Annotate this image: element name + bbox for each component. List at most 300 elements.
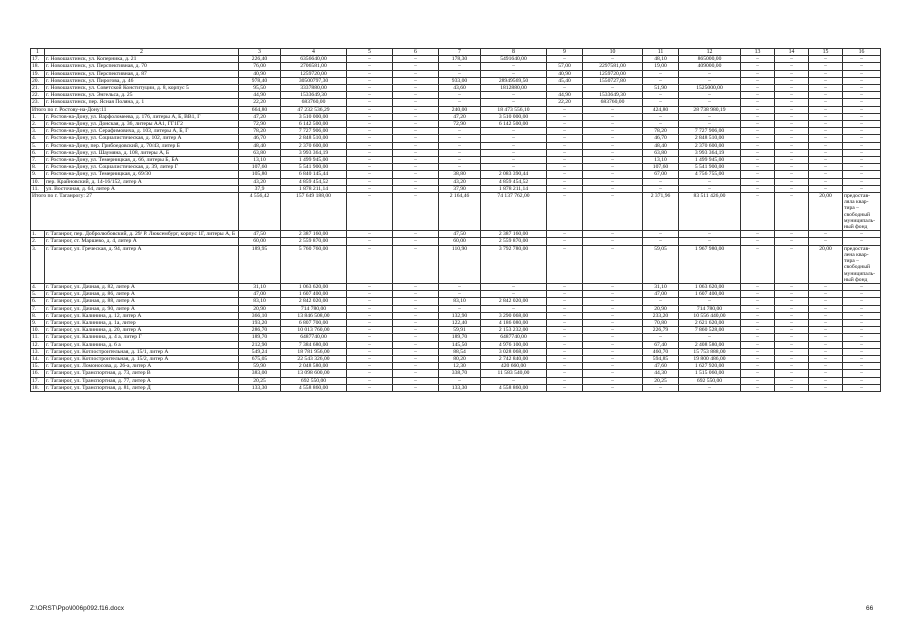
value-cell: 67,40 (643, 341, 679, 348)
value-cell: – (775, 149, 809, 156)
value-cell: – (347, 334, 393, 341)
table-row (31, 185, 881, 192)
value-cell: – (583, 291, 643, 298)
value-cell: 145,50 (439, 341, 481, 348)
row-number-cell: 23. (31, 99, 45, 106)
value-cell: – (843, 149, 881, 156)
value-cell: 4 186 080,00 (481, 319, 547, 326)
address-cell: г. Таганрог, ул. Греческая, д. 94, литер А (45, 245, 239, 283)
row-number-cell: 20. (31, 77, 45, 84)
value-cell: – (809, 231, 843, 238)
value-cell: 2297581,00 (583, 63, 643, 70)
value-cell: – (775, 363, 809, 370)
value-cell: – (583, 121, 643, 128)
value-cell: – (809, 56, 843, 63)
value-cell: предостав-ляла квар-тира – свободный муниципаль-ный фонд (843, 193, 881, 231)
value-cell: 6 142 500,00 (481, 121, 547, 128)
value-cell: – (393, 355, 439, 362)
value-cell: – (775, 305, 809, 312)
value-cell: 5 760 760,00 (281, 245, 347, 283)
value-cell: 18 473 556,10 (481, 106, 547, 113)
value-cell: – (439, 291, 481, 298)
value-cell: 189,70 (239, 334, 281, 341)
value-cell: 47,20 (239, 113, 281, 120)
address-cell: г. Таганрог, ул. Калинина, д. 4 а, литер Г (45, 334, 239, 341)
value-cell: – (481, 142, 547, 149)
value-cell: – (843, 305, 881, 312)
value-cell: – (547, 121, 583, 128)
value-cell: – (481, 149, 547, 156)
value-cell: – (547, 245, 583, 283)
value-cell: – (643, 334, 679, 341)
value-cell: – (741, 305, 775, 312)
value-cell: – (583, 231, 643, 238)
value-cell: – (741, 363, 775, 370)
value-cell: 2 621 620,00 (679, 319, 741, 326)
address-cell: г. Ростов-на-Дону, ул. Шаумяна, д. 108, литеры А, Б (45, 149, 239, 156)
value-cell: 51,90 (643, 85, 679, 92)
value-cell: – (843, 164, 881, 171)
value-cell: 4 756 755,00 (679, 171, 741, 178)
value-cell: – (809, 291, 843, 298)
value-cell: – (775, 283, 809, 290)
value-cell: – (347, 231, 393, 238)
row-number-cell: 18. (31, 384, 45, 391)
value-cell: – (843, 231, 881, 238)
value-cell: – (547, 319, 583, 326)
value-cell: – (843, 185, 881, 192)
value-cell: 383,00 (239, 370, 281, 377)
row-number-cell: 22. (31, 92, 45, 99)
value-cell: – (347, 355, 393, 362)
value-cell: – (439, 92, 481, 99)
value-cell: – (583, 319, 643, 326)
value-cell: – (775, 106, 809, 113)
column-number-cell: 2 (45, 49, 239, 56)
value-cell: 714 780,00 (281, 305, 347, 312)
value-cell: – (809, 305, 843, 312)
value-cell: – (775, 319, 809, 326)
value-cell: – (347, 92, 393, 99)
value-cell: – (775, 370, 809, 377)
value-cell: – (775, 312, 809, 319)
value-cell: – (679, 384, 741, 391)
value-cell: 4 558 860,00 (281, 384, 347, 391)
value-cell: 44,90 (547, 92, 583, 99)
value-cell: 2 559 870,00 (481, 238, 547, 245)
address-cell: г. Ростов-на-Дону, ул. Темерницкая, д. 66, литеры Б, БА (45, 157, 239, 164)
value-cell: – (843, 85, 881, 92)
value-cell: 1550727,80 (583, 77, 643, 84)
row-number-cell: 17. (31, 56, 45, 63)
address-cell: г. Таганрог, ул. Транспортная, д. 77, литер А (45, 377, 239, 384)
value-cell: 13,10 (239, 157, 281, 164)
value-cell: – (347, 171, 393, 178)
value-cell: – (547, 164, 583, 171)
value-cell: – (679, 99, 741, 106)
table-row (31, 384, 881, 391)
value-cell: 59,05 (643, 245, 679, 283)
value-cell: – (347, 370, 393, 377)
value-cell: 4 859 454,52 (281, 178, 347, 185)
value-cell: 2 842 020,00 (281, 298, 347, 305)
value-cell: – (347, 291, 393, 298)
value-cell: – (583, 384, 643, 391)
address-cell: г. Таганрог, ул. Калинина, д. 20, литер А (45, 327, 239, 334)
value-cell: – (347, 99, 393, 106)
value-cell: – (775, 245, 809, 283)
value-cell: – (843, 355, 881, 362)
value-cell: 88,54 (439, 348, 481, 355)
value-cell: – (843, 157, 881, 164)
value-cell: 19 800 486,00 (679, 355, 741, 362)
table-row (31, 291, 881, 298)
value-cell: – (741, 77, 775, 84)
value-cell: – (679, 77, 741, 84)
value-cell: – (809, 185, 843, 192)
value-cell: – (679, 178, 741, 185)
value-cell: 692 550,00 (281, 377, 347, 384)
value-cell: 2 370 600,00 (679, 142, 741, 149)
value-cell: 664,80 (239, 106, 281, 113)
value-cell: 3 028 068,00 (481, 348, 547, 355)
value-cell: – (583, 363, 643, 370)
value-cell: 4 556,42 (239, 193, 281, 231)
value-cell: – (583, 157, 643, 164)
value-cell: 1259720,00 (281, 70, 347, 77)
value-cell: – (843, 238, 881, 245)
address-cell: г. Таганрог, ул. Дачная, д. 88, литер А (45, 298, 239, 305)
value-cell: 338,70 (439, 370, 481, 377)
value-cell: 1 499 945,00 (281, 157, 347, 164)
value-cell: – (393, 363, 439, 370)
value-cell: 240,00 (439, 106, 481, 113)
value-cell: – (843, 291, 881, 298)
value-cell: – (843, 363, 881, 370)
value-cell: 30500797,30 (281, 77, 347, 84)
value-cell: – (843, 319, 881, 326)
value-cell: – (843, 370, 881, 377)
value-cell: – (843, 106, 881, 113)
value-cell: 2706581,00 (281, 63, 347, 70)
value-cell: – (547, 327, 583, 334)
value-cell: 44,30 (643, 370, 679, 377)
value-cell: – (843, 327, 881, 334)
value-cell: – (347, 348, 393, 355)
column-number-cell: 14 (775, 49, 809, 56)
value-cell: 74 137 762,00 (481, 193, 547, 231)
address-cell: г. Новошахтинск, ул. Перспективная, д. 87 (45, 70, 239, 77)
value-cell: – (679, 70, 741, 77)
value-cell: – (843, 341, 881, 348)
value-cell: 5491640,00 (481, 56, 547, 63)
row-number-cell: 11. (31, 334, 45, 341)
value-cell: – (393, 377, 439, 384)
value-cell: 20,90 (239, 305, 281, 312)
value-cell: – (809, 63, 843, 70)
value-cell: – (679, 334, 741, 341)
value-cell: – (393, 99, 439, 106)
value-cell: 107,60 (643, 164, 679, 171)
value-cell: – (583, 128, 643, 135)
value-cell: – (393, 305, 439, 312)
value-cell: – (583, 164, 643, 171)
address-cell: г. Ростов-на-Дону, ул. Серафимовича, д. 103, литеры А, Б, Г (45, 128, 239, 135)
value-cell: 20,00 (809, 193, 843, 231)
address-cell: г. Таганрог, ул. Котлостроительная, д. 15/2, литер А (45, 355, 239, 362)
value-cell: – (347, 77, 393, 84)
value-cell: 7 384 680,00 (281, 341, 347, 348)
value-cell: – (547, 377, 583, 384)
value-cell: – (679, 121, 741, 128)
subtotal-row (31, 106, 881, 113)
row-number-cell: 14. (31, 355, 45, 362)
value-cell: – (775, 291, 809, 298)
value-cell: – (741, 99, 775, 106)
address-cell: г. Таганрог, ул. Котлостроительная, д. 15/1, литер А (45, 348, 239, 355)
table-row (31, 113, 881, 120)
value-cell: – (741, 193, 775, 231)
row-number-cell: 1. (31, 231, 45, 238)
value-cell: – (547, 171, 583, 178)
value-cell: – (547, 298, 583, 305)
value-cell: – (583, 178, 643, 185)
table-row (31, 164, 881, 171)
value-cell: – (843, 135, 881, 142)
table-row (31, 370, 881, 377)
value-cell: 59,90 (239, 363, 281, 370)
value-cell: – (393, 185, 439, 192)
value-cell: – (741, 245, 775, 283)
value-cell: – (393, 348, 439, 355)
value-cell: – (347, 327, 393, 334)
value-cell: – (393, 341, 439, 348)
value-cell: – (547, 384, 583, 391)
value-cell: – (775, 193, 809, 231)
table-row (31, 312, 881, 319)
column-number-cell: 9 (547, 49, 583, 56)
value-cell: – (809, 121, 843, 128)
value-cell: – (741, 283, 775, 290)
value-cell: – (741, 334, 775, 341)
value-cell: – (583, 370, 643, 377)
value-cell: 1533649,30 (583, 92, 643, 99)
value-cell: – (347, 283, 393, 290)
address-cell: г. Таганрог, ул. Транспортная, д. 81, литер Д (45, 384, 239, 391)
column-number-cell: 5 (347, 49, 393, 56)
value-cell: – (583, 171, 643, 178)
value-cell: – (809, 312, 843, 319)
value-cell: – (741, 185, 775, 192)
value-cell: – (393, 384, 439, 391)
value-cell: – (583, 185, 643, 192)
value-cell: 3 792 780,00 (481, 245, 547, 283)
value-cell: – (741, 63, 775, 70)
table-row (31, 238, 881, 245)
value-cell: – (347, 305, 393, 312)
value-cell: – (809, 377, 843, 384)
value-cell: – (741, 149, 775, 156)
value-cell: – (741, 113, 775, 120)
value-cell: – (583, 149, 643, 156)
value-cell: 40,90 (239, 70, 281, 77)
table-row (31, 341, 881, 348)
value-cell: – (775, 355, 809, 362)
column-number-cell: 4 (281, 49, 347, 56)
value-cell: – (347, 363, 393, 370)
table-row (31, 77, 881, 84)
value-cell: – (439, 164, 481, 171)
address-cell: г. Таганрог, ст. Маршево, д. 4, литер А (45, 238, 239, 245)
value-cell: – (643, 384, 679, 391)
value-cell: 2 387 160,00 (281, 231, 347, 238)
value-cell: 1 063 620,00 (679, 283, 741, 290)
column-number-cell: 3 (239, 49, 281, 56)
value-cell: 1525000,00 (679, 85, 741, 92)
value-cell: 6487740,00 (481, 334, 547, 341)
value-cell: – (775, 135, 809, 142)
value-cell: 460,70 (643, 348, 679, 355)
column-number-cell: 15 (809, 49, 843, 56)
value-cell: 5 541 900,00 (679, 164, 741, 171)
value-cell: 95,50 (239, 85, 281, 92)
value-cell: – (439, 128, 481, 135)
value-cell: 47 232 536,29 (281, 106, 347, 113)
value-cell: 1 063 620,00 (281, 283, 347, 290)
value-cell: – (843, 63, 881, 70)
value-cell: – (347, 185, 393, 192)
value-cell: – (347, 142, 393, 149)
value-cell: – (583, 135, 643, 142)
address-cell: г. Таганрог, пер. Добролюбовский, д. 29/ Р. Люксембург, корпус 1Г, литеры А, Б (45, 231, 239, 238)
value-cell: – (643, 178, 679, 185)
document-table-region (30, 48, 880, 392)
value-cell: – (439, 157, 481, 164)
value-cell: – (643, 121, 679, 128)
value-cell: 28 738 980,19 (679, 106, 741, 113)
column-number-row (31, 49, 881, 56)
value-cell: – (843, 99, 881, 106)
value-cell: – (547, 56, 583, 63)
value-cell: 193,20 (239, 319, 281, 326)
value-cell: – (741, 157, 775, 164)
value-cell: 6356640,00 (281, 56, 347, 63)
value-cell: – (481, 164, 547, 171)
value-cell: – (439, 63, 481, 70)
table-row (31, 142, 881, 149)
value-cell: 1 627 920,00 (679, 363, 741, 370)
value-cell: 122,40 (439, 319, 481, 326)
value-cell: – (439, 142, 481, 149)
value-cell: 22,20 (547, 99, 583, 106)
column-number-cell: 7 (439, 49, 481, 56)
address-cell: г. Таганрог, ул. Ломоносова, д. 26-а, литер А (45, 363, 239, 370)
row-number-cell: 8. (31, 312, 45, 319)
value-cell: – (393, 327, 439, 334)
value-cell: 22 543 326,00 (281, 355, 347, 362)
value-cell: 189,95 (239, 245, 281, 283)
value-cell: – (393, 370, 439, 377)
value-cell: 3 993 364,19 (281, 149, 347, 156)
value-cell: 865000,00 (679, 56, 741, 63)
value-cell: – (547, 334, 583, 341)
value-cell: 2 848 510,00 (679, 135, 741, 142)
value-cell: – (843, 70, 881, 77)
value-cell: 45,40 (547, 77, 583, 84)
value-cell: – (393, 178, 439, 185)
value-cell: – (583, 283, 643, 290)
value-cell: 366,10 (239, 312, 281, 319)
table-row (31, 121, 881, 128)
value-cell: – (809, 319, 843, 326)
row-number-cell: 3. (31, 128, 45, 135)
value-cell: – (547, 149, 583, 156)
value-cell: – (775, 85, 809, 92)
value-cell: 4 558 860,00 (481, 384, 547, 391)
value-cell: – (547, 283, 583, 290)
value-cell: – (347, 106, 393, 113)
value-cell: 286,70 (239, 327, 281, 334)
value-cell: 2 370 600,00 (281, 142, 347, 149)
value-cell: – (809, 142, 843, 149)
value-cell: – (775, 231, 809, 238)
value-cell: 1812880,00 (481, 85, 547, 92)
value-cell: – (481, 157, 547, 164)
value-cell: – (679, 238, 741, 245)
value-cell: – (741, 370, 775, 377)
value-cell: 10 556 440,00 (679, 312, 741, 319)
value-cell: – (775, 348, 809, 355)
row-number-cell: 12. (31, 341, 45, 348)
value-cell: 1 607 400,00 (679, 291, 741, 298)
value-cell: 13 846 508,00 (281, 312, 347, 319)
value-cell: – (347, 298, 393, 305)
value-cell: – (583, 193, 643, 231)
value-cell: 59,91 (439, 327, 481, 334)
value-cell: – (347, 128, 393, 135)
row-number-cell: 13. (31, 348, 45, 355)
value-cell: – (347, 149, 393, 156)
value-cell: – (547, 355, 583, 362)
address-cell: ул. Восточная, д. 64, литер А (45, 185, 239, 192)
subtotal-label: Итого по г. Ростову-на-Дону:11 (31, 106, 239, 113)
value-cell: – (809, 384, 843, 391)
table-row (31, 157, 881, 164)
value-cell: – (393, 298, 439, 305)
value-cell: 692 550,00 (679, 377, 741, 384)
value-cell: 3 290 068,00 (481, 312, 547, 319)
value-cell: 2 387 160,00 (481, 231, 547, 238)
row-number-cell: 7. (31, 305, 45, 312)
value-cell: – (775, 157, 809, 164)
value-cell: – (809, 341, 843, 348)
value-cell: – (547, 193, 583, 231)
row-number-cell: 6. (31, 149, 45, 156)
value-cell: – (643, 231, 679, 238)
value-cell: – (775, 142, 809, 149)
column-number-cell: 1 (31, 49, 45, 56)
value-cell: – (775, 70, 809, 77)
table-row (31, 178, 881, 185)
value-cell: – (775, 334, 809, 341)
table-row (31, 63, 881, 70)
value-cell: – (547, 185, 583, 192)
row-number-cell: 18. (31, 63, 45, 70)
value-cell: – (809, 178, 843, 185)
value-cell: – (547, 113, 583, 120)
table-row (31, 245, 881, 283)
value-cell: – (547, 231, 583, 238)
